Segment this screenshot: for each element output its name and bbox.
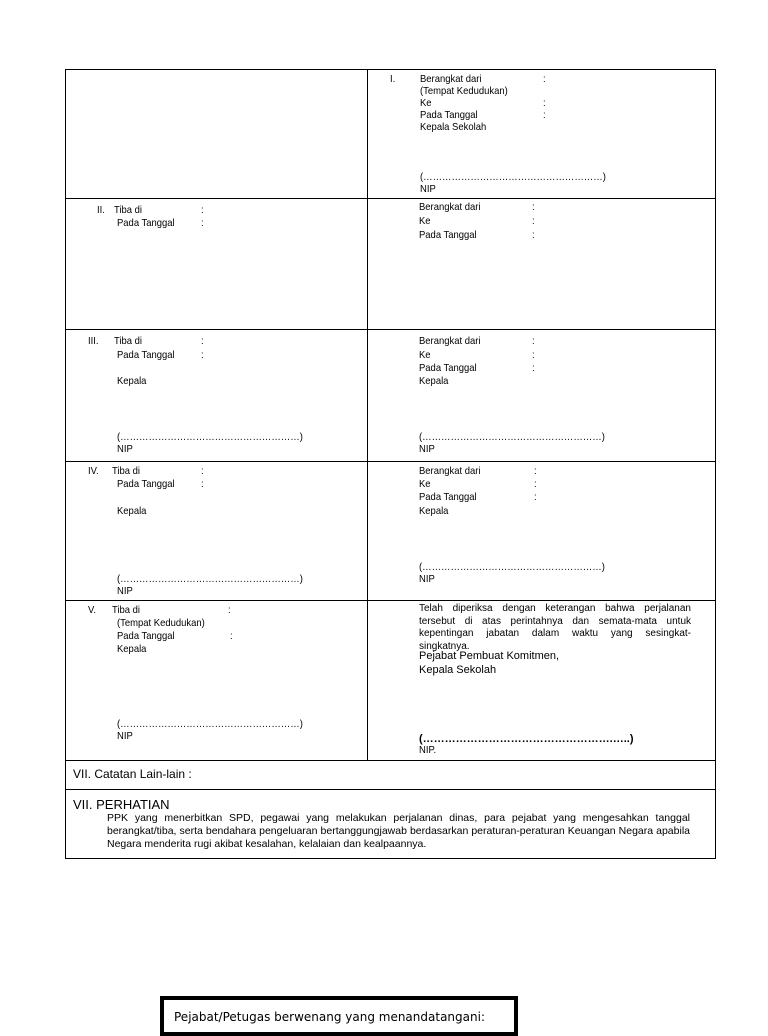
section3-colon-5: : <box>532 362 535 374</box>
section2-pada-tanggal-right: Pada Tanggal <box>419 229 477 241</box>
section3-pada-tanggal-right: Pada Tanggal <box>419 362 477 374</box>
section3-berangkat-dari: Berangkat dari <box>419 335 481 347</box>
section5-tempat-kedudukan: (Tempat Kedudukan) <box>117 617 205 629</box>
section1-sign-line: (…………………………………………………) <box>420 171 606 183</box>
section4-tiba-di: Tiba di <box>112 465 141 477</box>
section4-kepala-right: Kepala <box>419 505 449 517</box>
section1-berangkat-dari: Berangkat dari <box>420 73 482 85</box>
row-divider-4 <box>65 600 716 601</box>
section5-sign-line: (…………………………………………………) <box>117 718 303 730</box>
section4-sign-line: (…………………………………………………) <box>117 573 303 585</box>
section4-colon-3: : <box>534 465 537 477</box>
section3-roman: III. <box>88 335 99 347</box>
signer-label: Pejabat/Petugas berwenang yang menandatangani: <box>174 1010 485 1024</box>
section5-tiba-di: Tiba di <box>112 604 141 616</box>
section5-nip: NIP <box>117 730 133 742</box>
row-divider-5 <box>65 760 716 761</box>
section5-roman: V. <box>88 604 97 616</box>
section2-berangkat-dari: Berangkat dari <box>419 201 481 213</box>
row-divider-1 <box>65 198 716 199</box>
row-divider-3 <box>65 461 716 462</box>
section3-kepala-right: Kepala <box>419 375 449 387</box>
section5-nip-right: NIP. <box>419 744 437 756</box>
section3-kepala: Kepala <box>117 375 147 387</box>
section3-colon-2: : <box>201 349 204 361</box>
perhatian-title: VII. PERHATIAN <box>73 797 170 812</box>
section5-kepala: Kepala <box>117 643 147 655</box>
section3-pada-tanggal: Pada Tanggal <box>117 349 175 361</box>
section4-colon-5: : <box>534 491 537 503</box>
section5-pada-tanggal: Pada Tanggal <box>117 630 175 642</box>
column-divider <box>367 69 368 760</box>
signer-box <box>160 996 518 1036</box>
section3-nip: NIP <box>117 443 133 455</box>
section3-colon-3: : <box>532 335 535 347</box>
section4-kepala: Kepala <box>117 505 147 517</box>
perhatian-body: PPK yang menerbitkan SPD, pegawai yang melakukan perjalanan dinas, para pejabat yang mengesahkan tanggal berangkat/tiba, serta bendahara pengeluaran bertanggungjawab berdasarkan peraturan-peraturan Keuangan Negara apabila Negara menderita rugi akibat kesalahan, kelalaian dan kealpaannya. <box>107 812 690 850</box>
section2-roman: II. <box>97 204 105 216</box>
section2-colon-3: : <box>532 201 535 213</box>
section4-sign-line-right: (…………………………………………………) <box>419 561 605 573</box>
section2-tiba-di: Tiba di <box>114 204 143 216</box>
section5-sign-line-bold: (…………………………………………….…..) <box>419 733 634 745</box>
section3-sign-line: (…………………………………………………) <box>117 431 303 443</box>
section4-nip-right: NIP <box>419 573 435 585</box>
section5-colon-1: : <box>228 604 231 616</box>
section3-nip-right: NIP <box>419 443 435 455</box>
section2-colon-2: : <box>201 217 204 229</box>
section4-colon-2: : <box>201 478 204 490</box>
section1-nip: NIP <box>420 183 436 195</box>
section4-nip: NIP <box>117 585 133 597</box>
section5-pejabat: Pejabat Pembuat Komitmen, <box>419 650 560 662</box>
section3-colon-4: : <box>532 349 535 361</box>
section1-colon-3: : <box>543 109 546 121</box>
section2-ke: Ke <box>419 215 431 227</box>
section2-colon-1: : <box>201 204 204 216</box>
section2-colon-5: : <box>532 229 535 241</box>
section5-kepala-sekolah: Kepala Sekolah <box>419 664 497 676</box>
section3-colon-1: : <box>201 335 204 347</box>
section1-colon-1: : <box>543 73 546 85</box>
section1-colon-2: : <box>543 97 546 109</box>
section5-colon-2: : <box>230 630 233 642</box>
section1-tempat-kedudukan: (Tempat Kedudukan) <box>420 85 508 97</box>
row-divider-6 <box>65 789 716 790</box>
section3-ke: Ke <box>419 349 431 361</box>
section2-colon-4: : <box>532 215 535 227</box>
section4-ke: Ke <box>419 478 431 490</box>
section4-berangkat-dari: Berangkat dari <box>419 465 481 477</box>
catatan-label: VII. Catatan Lain-lain : <box>73 767 192 781</box>
section3-tiba-di: Tiba di <box>114 335 143 347</box>
section5-statement: Telah diperiksa dengan keterangan bahwa perjalanan tersebut di atas perintahnya dan semata-mata untuk kepentingan jabatan dalam waktu yang sesingkat-singkatnya. <box>419 603 691 652</box>
section1-ke: Ke <box>420 97 432 109</box>
section4-colon-1: : <box>201 465 204 477</box>
section1-kepala-sekolah: Kepala Sekolah <box>420 121 487 133</box>
section3-sign-line-right: (…………………………………………………) <box>419 431 605 443</box>
section2-pada-tanggal: Pada Tanggal <box>117 217 175 229</box>
section1-roman: I. <box>390 73 396 85</box>
section4-roman: IV. <box>88 465 99 477</box>
section4-pada-tanggal-right: Pada Tanggal <box>419 491 477 503</box>
section4-pada-tanggal: Pada Tanggal <box>117 478 175 490</box>
row-divider-2 <box>65 329 716 330</box>
section1-pada-tanggal: Pada Tanggal <box>420 109 478 121</box>
section4-colon-4: : <box>534 478 537 490</box>
